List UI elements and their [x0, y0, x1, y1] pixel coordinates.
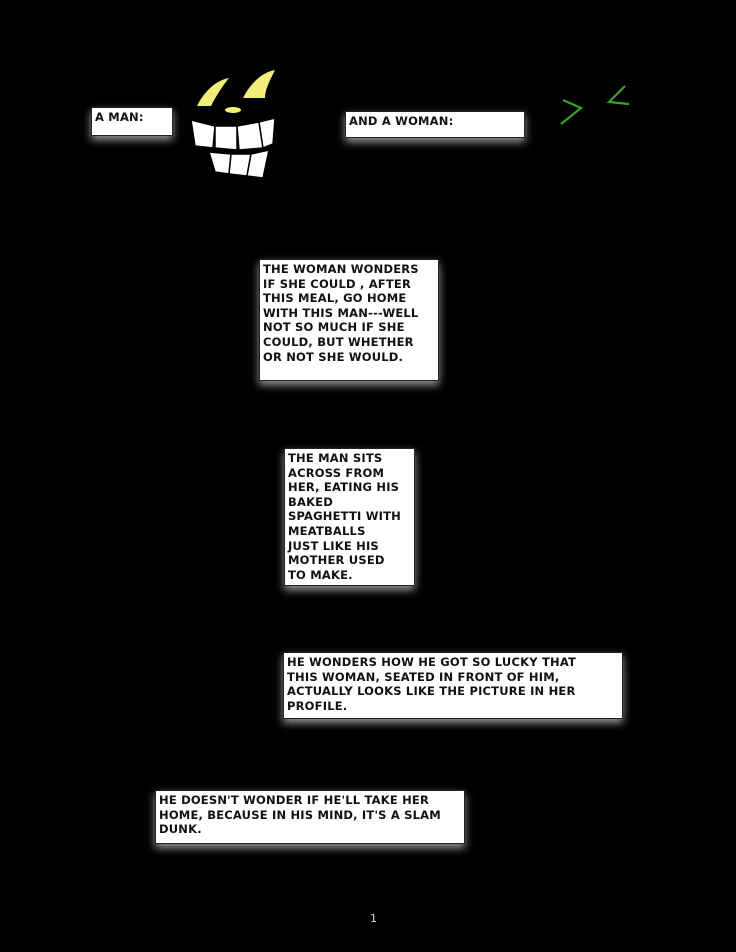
caption-woman-wonders: THE WOMAN WONDERS IF SHE COULD , AFTER THIS MEAL, GO HOME WITH THIS MAN---WELL NOT SO MUCH IF SHE COULD, BUT WHETHER OR NOT SHE WOULD. — [259, 259, 439, 381]
man-grin-illustration — [185, 68, 280, 183]
caption-he-doesnt-wonder: HE DOESN'T WONDER IF HE'LL TAKE HER HOME, BECAUSE IN HIS MIND, IT'S A SLAM DUNK. — [155, 790, 465, 844]
caption-he-wonders: HE WONDERS HOW HE GOT SO LUCKY THAT THIS WOMAN, SEATED IN FRONT OF HIM, ACTUALLY LOOKS LIKE THE PICTURE IN HER PROFILE. — [283, 652, 623, 719]
page-number: 1 — [370, 912, 377, 925]
man-left-eye — [197, 78, 229, 106]
caption-man-sits: THE MAN SITS ACROSS FROM HER, EATING HIS BAKED SPAGHETTI WITH MEATBALLS JUST LIKE HIS MOTHER USED TO MAKE. — [284, 448, 415, 586]
woman-eyes-illustration — [555, 80, 635, 130]
woman-right-eye — [609, 86, 629, 104]
man-teeth — [191, 118, 275, 178]
caption-and-a-woman: AND A WOMAN: — [345, 111, 525, 138]
caption-a-man: A MAN: — [91, 107, 173, 136]
woman-left-eye — [561, 100, 581, 124]
man-right-eye — [243, 70, 275, 98]
man-nose — [225, 107, 241, 113]
